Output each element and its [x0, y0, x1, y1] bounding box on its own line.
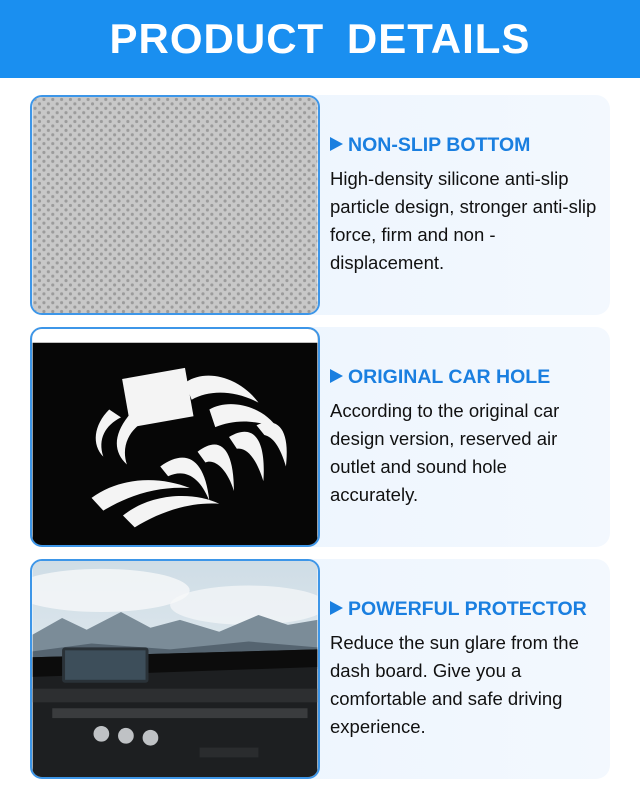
triangle-right-icon [330, 366, 348, 389]
feature-description: According to the original car design version, reserved air outlet and sound hole accurately. [330, 399, 560, 505]
car-hole-image [30, 327, 320, 547]
feature-description: High-density silicone anti-slip particle design, stronger anti-slip force, firm and non -displacement. [330, 167, 597, 273]
page-title: PRODUCT DETAILS [109, 15, 531, 62]
feature-title-text: POWERFUL PROTECTOR [348, 597, 587, 620]
feature-title [330, 598, 600, 621]
feature-title-text: NON-SLIP BOTTOM [348, 133, 531, 156]
header-banner [0, 0, 640, 78]
feature-description: Reduce the sun glare from the dash board. Give you a comfortable and safe driving experience. [330, 631, 579, 737]
feature-card-car-hole [30, 327, 610, 547]
triangle-right-icon [330, 134, 348, 157]
triangle-right-icon [330, 598, 348, 621]
feature-title-text: ORIGINAL CAR HOLE [348, 365, 551, 388]
dashboard-view-image [30, 559, 320, 779]
feature-card-protector [30, 559, 610, 779]
feature-card-non-slip [30, 95, 610, 315]
feature-title [330, 134, 600, 157]
non-slip-texture-image [30, 95, 320, 315]
feature-title [330, 366, 600, 389]
